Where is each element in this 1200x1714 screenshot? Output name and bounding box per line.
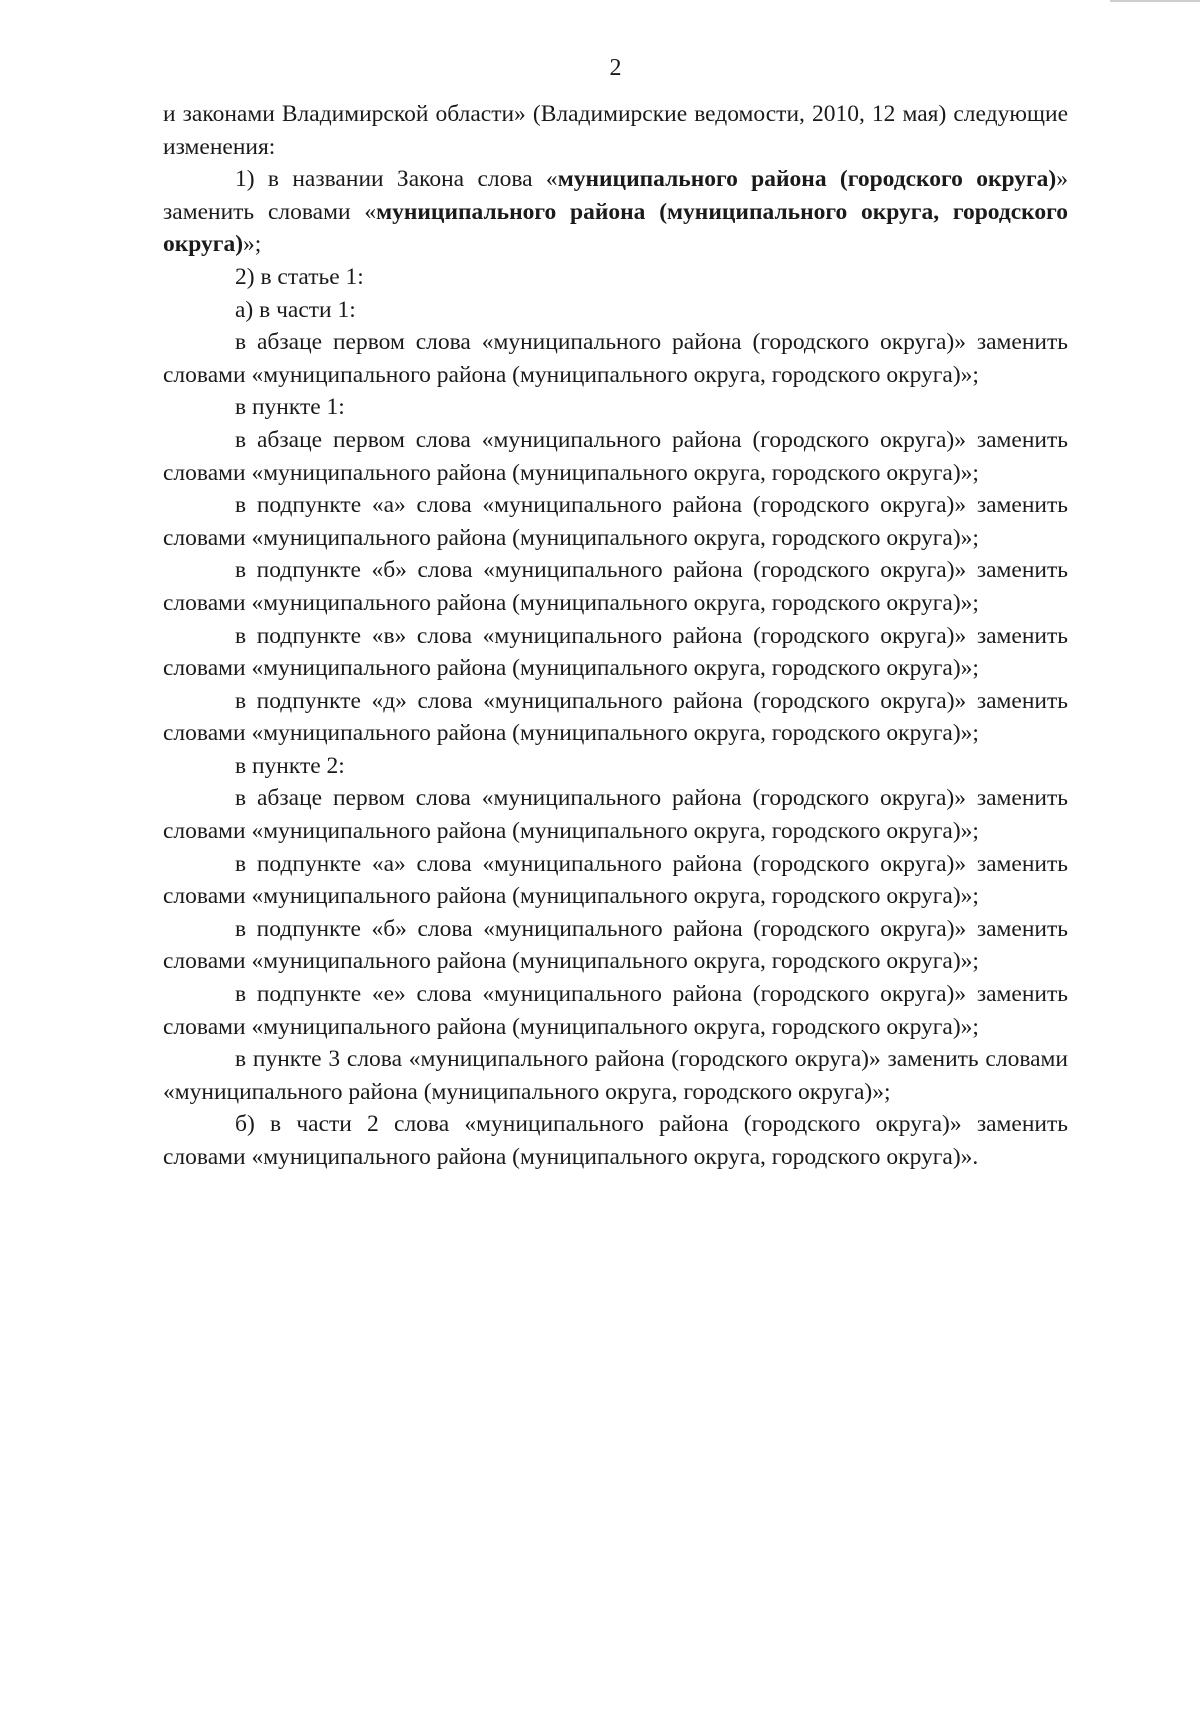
- paragraph: [163, 326, 1068, 391]
- paragraph: [163, 163, 1068, 261]
- text-segment: б) в части 2 слова «муниципального района (городского округа)» заменить словами «муниципального района (муниципального округа, городского округа)».: [163, 1111, 1068, 1170]
- paragraph: [163, 685, 1068, 750]
- page-number: 2: [609, 55, 622, 81]
- paragraph: [163, 391, 1068, 424]
- text-segment: в абзаце первом слова «муниципального района (городского округа)» заменить словами «муниципального района (муниципального округа, городского округа)»;: [163, 785, 1068, 845]
- bold-text: муниципального района (муниципального округа, городского округа): [163, 198, 1068, 258]
- scan-edge-line: [1110, 0, 1200, 2]
- paragraph: [163, 261, 1068, 294]
- paragraph: [163, 489, 1068, 554]
- text-segment: в подпункте «а» слова «муниципального района (городского округа)» заменить словами «муниципального района (муниципального округа, городского округа)»;: [163, 850, 1068, 910]
- text-segment: в пункте 1:: [235, 394, 345, 421]
- paragraph: [163, 620, 1068, 685]
- text-segment: 1) в названии Закона слова «: [235, 166, 558, 193]
- text-segment: в подпункте «е» слова «муниципального района (городского округа)» заменить словами «муниципального района (муниципального округа, городского округа)»;: [163, 981, 1068, 1040]
- paragraph: [163, 294, 1068, 327]
- paragraph: [163, 978, 1068, 1043]
- bold-text: муниципального района (городского округа): [557, 166, 1057, 193]
- text-segment: »;: [243, 231, 262, 258]
- paragraph: [163, 98, 1068, 163]
- text-segment: в абзаце первом слова «муниципального района (городского округа)» заменить словами «муниципального района (муниципального округа, городского округа)»;: [163, 329, 1068, 388]
- text-segment: 2) в статье 1:: [235, 263, 364, 290]
- paragraph: [163, 750, 1068, 783]
- text-segment: в пункте 3 слова «муниципального района (городского округа)» заменить словами «муниципального района (муниципального округа, городского округа)»;: [163, 1046, 1068, 1105]
- text-segment: а) в части 1:: [235, 296, 356, 323]
- document-body: [163, 98, 1068, 1174]
- text-segment: в подпункте «б» слова «муниципального района (городского округа)» заменить словами «муниципального района (муниципального округа, городского округа)»;: [163, 915, 1068, 975]
- text-segment: в подпункте «б» слова «муниципального района (городского округа)» заменить словами «муниципального района (муниципального округа, городского округа)»;: [163, 557, 1068, 616]
- text-segment: в подпункте «а» слова «муниципального района (городского округа)» заменить словами «муниципального района (муниципального округа, городского округа)»;: [163, 492, 1068, 551]
- text-segment: и законами Владимирской области» (Владимирские ведомости, 2010, 12 мая) следующие изменения:: [163, 101, 1068, 160]
- paragraph: [163, 913, 1068, 978]
- text-segment: в подпункте «в» слова «муниципального района (городского округа)» заменить словами «муниципального района (муниципального округа, городского округа)»;: [163, 622, 1068, 682]
- text-segment: в подпункте «д» слова «муниципального района (городского округа)» заменить словами «муниципального района (муниципального округа, городского округа)»;: [163, 687, 1068, 747]
- text-segment: в пункте 2:: [235, 752, 345, 779]
- paragraph: [163, 1043, 1068, 1108]
- paragraph: [163, 1108, 1068, 1173]
- paragraph: [163, 554, 1068, 619]
- text-segment: » заменить словами «: [163, 166, 1068, 225]
- paragraph: [163, 424, 1068, 489]
- paragraph: [163, 782, 1068, 847]
- text-segment: в абзаце первом слова «муниципального района (городского округа)» заменить словами «муниципального района (муниципального округа, городского округа)»;: [163, 426, 1068, 486]
- paragraph: [163, 848, 1068, 913]
